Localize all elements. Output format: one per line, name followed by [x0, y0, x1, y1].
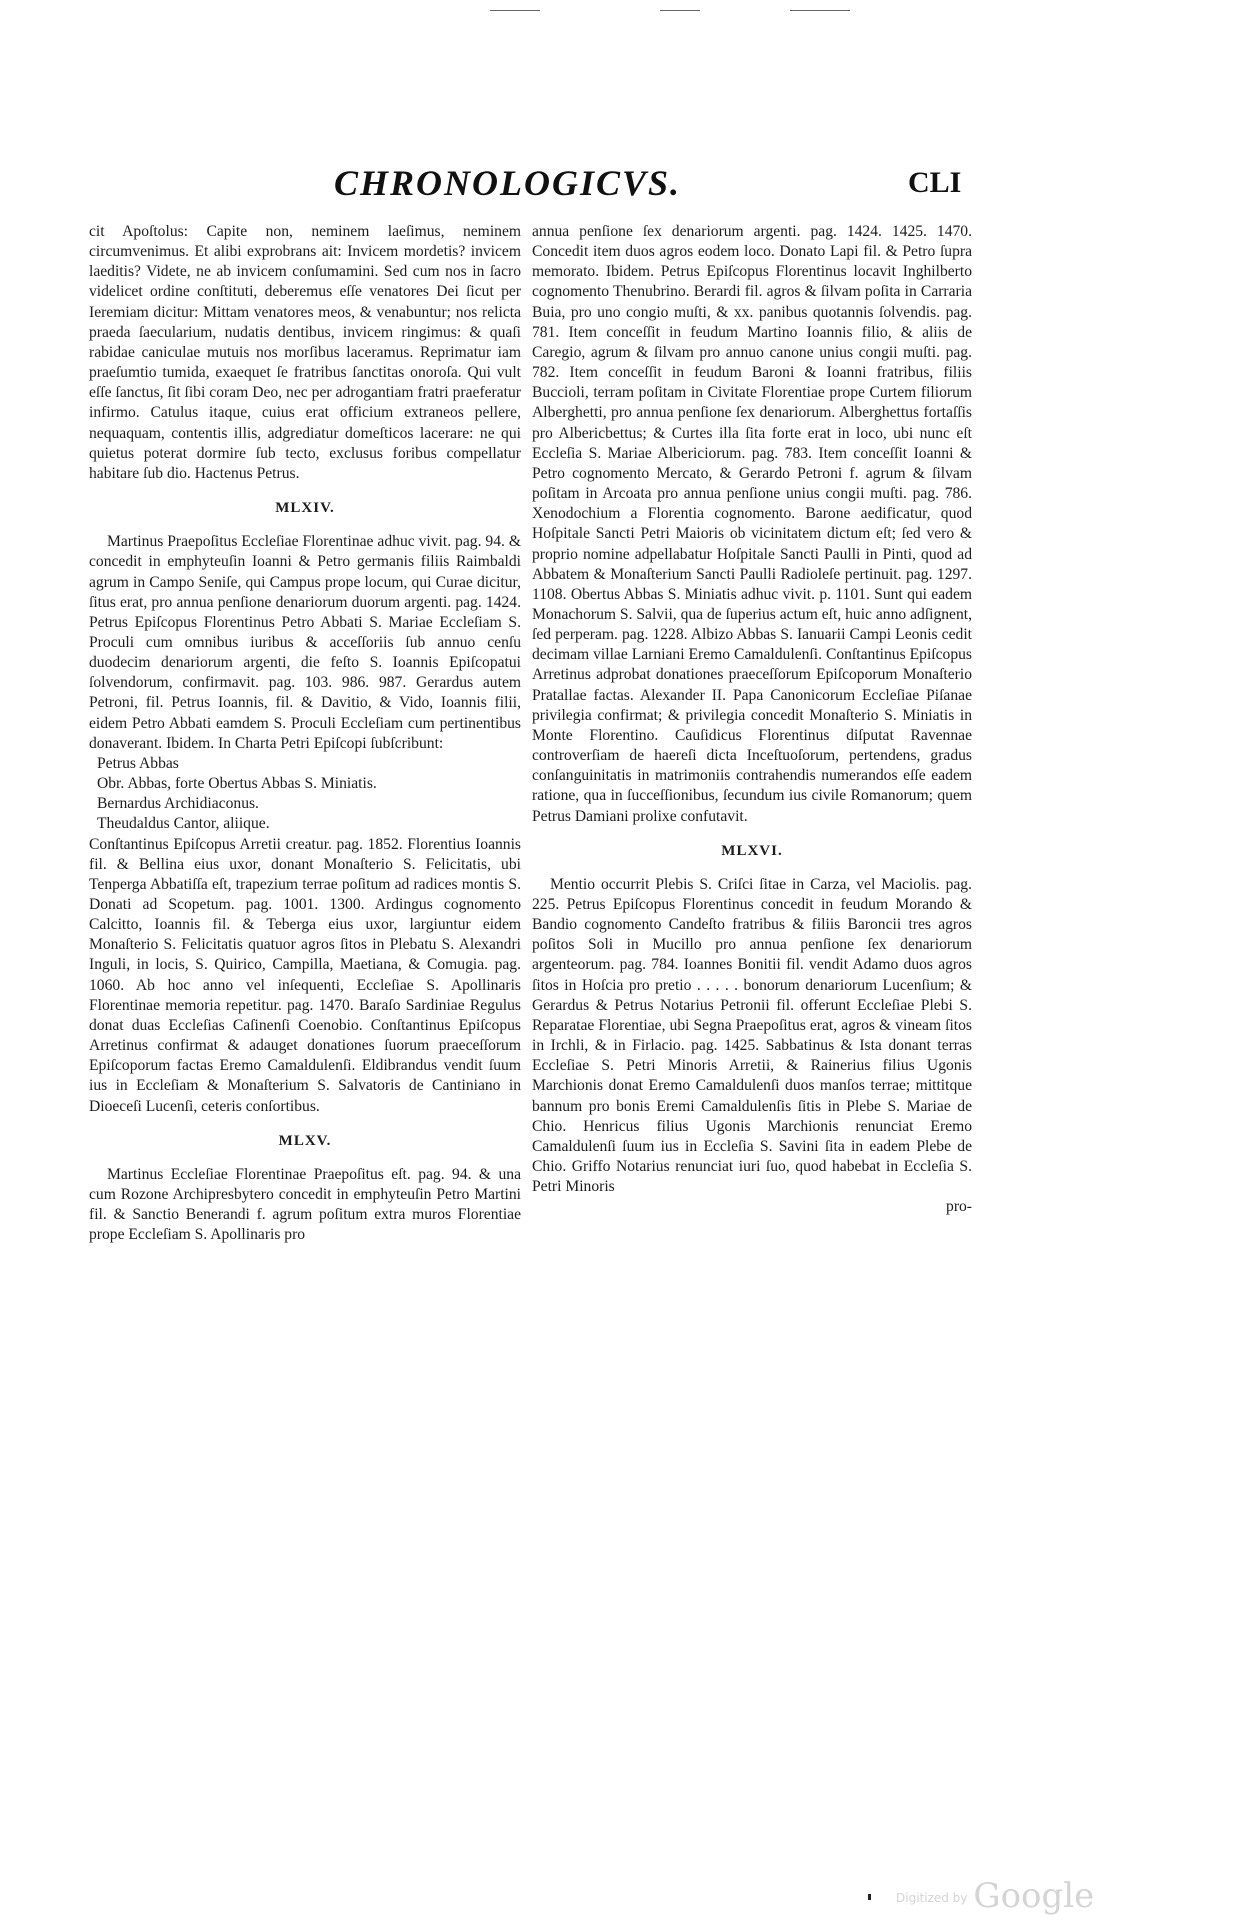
watermark-brand: Google: [973, 1876, 1095, 1916]
catchword: pro-: [946, 1198, 972, 1216]
page-header: [0, 162, 1252, 212]
scan-speck: [868, 1894, 871, 1900]
section-heading: MLXIV.: [275, 500, 335, 517]
running-title: CHRONOLOGICVS.: [334, 163, 682, 203]
right-column: [532, 222, 972, 1218]
watermark-prefix: Digitized by: [896, 1891, 968, 1905]
top-scan-rules: [460, 10, 920, 14]
digitization-watermark: [896, 1876, 1094, 1916]
paragraph: Mentio occurrit Plebis S. Criſci ſitae in Carza, vel Maciolis. pag. 225. Petrus Epiſcopus Florentinus concedit in feudum Morando & Bandio cognomento Candeſto fratribus & filiis Baroncii tres agros poſitos Soli in Mucillo pro annua penſione ſex denariorum argenteorum. pag. 784. Ioannes Bonitii fil. vendit Adamo duos agros ſitos in Hoſcia pro pretio . . . . . bonorum denariorum Lucenſium; & Gerardus & Petrus Notarius Petronii fil. offerunt Eccleſiae Plebi S. Reparatae Florentiae, ubi Segna Praepoſitus erat, agros & vineam ſitos in Irchli, & in Firlacio. pag. 1425. Sabbatinus & Ista donant terras Eccleſiae S. Petri Minoris Arretii, & Rainerius filius Ugonis Marchionis donat Eremo Camaldulenſi duos manſos terrae; mittitque bannum pro bonis Eremi Camaldulenſis ſitis in Plebe S. Mariae de Chio. Henricus filius Ugonis Marchionis renunciat Eremo Camaldulenſi ſuum ius in Eccleſia S. Savini ſita in eadem Plebe de Chio. Griffo Notarius renunciat iuri ſuo, quod habebat in Eccleſia S. Petri Minoris: [532, 875, 972, 1196]
paragraph: cit Apoſtolus: Capite non, neminem laeſimus, neminem circumvenimus. Et alibi exprobrans ait: Invicem mordetis? invicem laeditis? Videte, ne ab invicem conſumamini. Sed cum nos in ſacro videlicet ordine conſtituti, deberemus eſſe venatores Dei ſicut per Ieremiam dicitur: Mittam venatores meos, & venabuntur; nos relicta praeda ſaecularium, nudatis dentibus, invicem ringimus: & quaſi rabidae caniculae mutuis nos morſibus laceramus. Reprimatur iam praeſumtio tumida, exaequet ſe fratribus ſanctitas onoroſa. Qui vult eſſe ſanctus, ſit ſibi coram Deo, nec per adrogantiam fratri praeferatur infirmo. Catulus itaque, cuius erat officium extraneos pellere, nequaquam, contentis illis, adgrediatur domeſticos lacerare: ne qui quietus poterat dormire ſub tecto, exclusus foribus compellatur habitare ſub dio. Hactenus Petrus.: [89, 223, 521, 482]
paragraph: Conſtantinus Epiſcopus Arretii creatur. pag. 1852. Florentius Ioannis fil. & Bellina eius uxor, donant Monaſterio S. Felicitatis, ubi Tenperga Abbatiſſa eſt, trapezium terrae poſitum ad radices montis S. Donati ad Scopetum. pag. 1001. 1300. Ardingus cognomento Calcitto, Ioannis fil. & Teberga eius uxor, largiuntur eidem Monaſterio S. Felicitatis quatuor agros ſitos in Plebatu S. Alexandri Inguli, in locis, S. Quirico, Campilla, Maetiana, & Comugia. pag. 1060. Ab hoc anno vel inſequenti, Eccleſiae S. Apollinaris Florentinae memoria repetitur. pag. 1470. Baraſo Sardiniae Regulus donat duas Eccleſias Caſinenſi Coenobio. Conſtantinus Epiſcopus Arretinus confirmat & adauget donationes ſuorum praeceſſorum Epiſcoporum factas Eremo Camaldulenſi. Eldibrandus vendit ſuum ius in Eccleſiam & Monaſterium S. Salvatoris de Cantiniano in Dioeceſi Lucenſi, ceteris conſortibus.: [89, 835, 521, 1115]
left-column: [89, 222, 521, 1246]
page-number: CLI: [908, 166, 962, 199]
paragraph: annua penſione ſex denariorum argenti. pag. 1424. 1425. 1470. Concedit item duos agros eodem loco. Donato Lapi fil. & Petro ſupra memorato. Ibidem. Petrus Epiſcopus Florentinus locavit Inghilberto cognomento Thenubrino. Berardi fil. agros & ſilvam poſita in Carraria Buia, pro uno congio muſti, & xx. panibus quotannis ſolvendis. pag. 781. Item conceſſit in feudum Martino Ioannis filio, & aliis de Caregio, agrum & ſilvam pro annuo canone unius congii muſti. pag. 782. Item conceſſit in feudum Baroni & Ioanni fratribus, filiis Buccioli, terram poſitam in Civitate Florentiae prope Curtem filiorum Alberghetti, pro annua penſione ſex denariorum. Alberghettus fortaſſis pro Albericbettus; & Curtes illa ſita forte erat in loco, ubi nunc eſt Eccleſia S. Mariae Albericiorum. pag. 783. Item conceſſit Ioanni & Petro cognomento Mercato, & Gerardo Petroni f. agrum & ſilvam poſitam in Arcoata pro annua penſione unius congii muſti. pag. 786. Xenodochium a Florentia cognomento. Barone aedificatur, quod Hoſpitale Sancti Petri Maioris ob vicinitatem dictum eſt; ſed vero & proprio nomine adpellabatur Hoſpitale Sancti Paulli in Pinti, quod ad Abbatem & Monaſterium Sancti Paulli Radioleſe pertinuit. pag. 1297. 1108. Obertus Abbas S. Miniatis adhuc vivit. p. 1101. Sunt qui eadem Monachorum S. Salvii, qua de ſuperius actum eſt, huic anno adſignent, ſed perperam. pag. 1228. Albizo Abbas S. Ianuarii Campi Leonis cedit decimam villae Larniani Eremo Camaldulenſi. Conſtantinus Epiſcopus Arretinus adprobat donationes praeceſſorum Epiſcoporum Monaſterio Pratallae factas. Alexander II. Papa Canonicorum Eccleſiae Piſanae privilegia confirmat; & privilegia concedit Monaſterio S. Miniatis in Monte Florentino. Cauſidicus Florentinus diſputat Ravennae controverſiam de haereſi dicta Inceſtuoſorum, pertendens, gradus conſanguinitatis in matrimoniis contrahendis numerandos eſſe eadem ratione, qua in ſucceſſionibus, ſecundum ius civile Romanorum; quem Petrus Damiani prolixe confutavit.: [532, 223, 972, 825]
section-heading: MLXVI.: [721, 842, 783, 859]
signatory: Bernardus Archidiaconus.: [97, 795, 259, 813]
signatory: Theudaldus Cantor, aliique.: [97, 815, 270, 833]
signatory: Obr. Abbas, forte Obertus Abbas S. Miniatis.: [97, 775, 377, 793]
section-heading: MLXV.: [278, 1132, 332, 1149]
signatory: Petrus Abbas: [97, 754, 179, 772]
paragraph: Martinus Praepoſitus Eccleſiae Florentinae adhuc vivit. pag. 94. & concedit in emphyteuſin Ioanni & Petro germanis filiis Raimbaldi agrum in Campo Seniſe, qui Campus prope locum, qui Curae dicitur, ſitus erat, pro annua penſione denariorum duorum argenti. pag. 1424. Petrus Epiſcopus Florentinus Petro Abbati S. Mariae Eccleſiam S. Proculi cum omnibus iuribus & acceſſoriis ſub annuo cenſu duodecim denariorum argenti, die feſto S. Ioannis Epiſcopatui ſolvendorum, confirmavit. pag. 103. 986. 987. Gerardus autem Petroni, fil. Petrus Ioannis, fil. & Davitio, & Vido, Ioannis filii, eidem Petro Abbati eamdem S. Proculi Eccleſiam cum pertinentibus donaverant. Ibidem. In Charta Petri Epiſcopi ſubſcribunt:: [89, 533, 521, 752]
paragraph: Martinus Eccleſiae Florentinae Praepoſitus eſt. pag. 94. & una cum Rozone Archipresbytero concedit in emphyteuſin Petro Martini fil. & Sanctio Benerandi f. agrum poſitum extra muros Florentiae prope Eccleſiam S. Apollinaris pro: [89, 1165, 521, 1244]
